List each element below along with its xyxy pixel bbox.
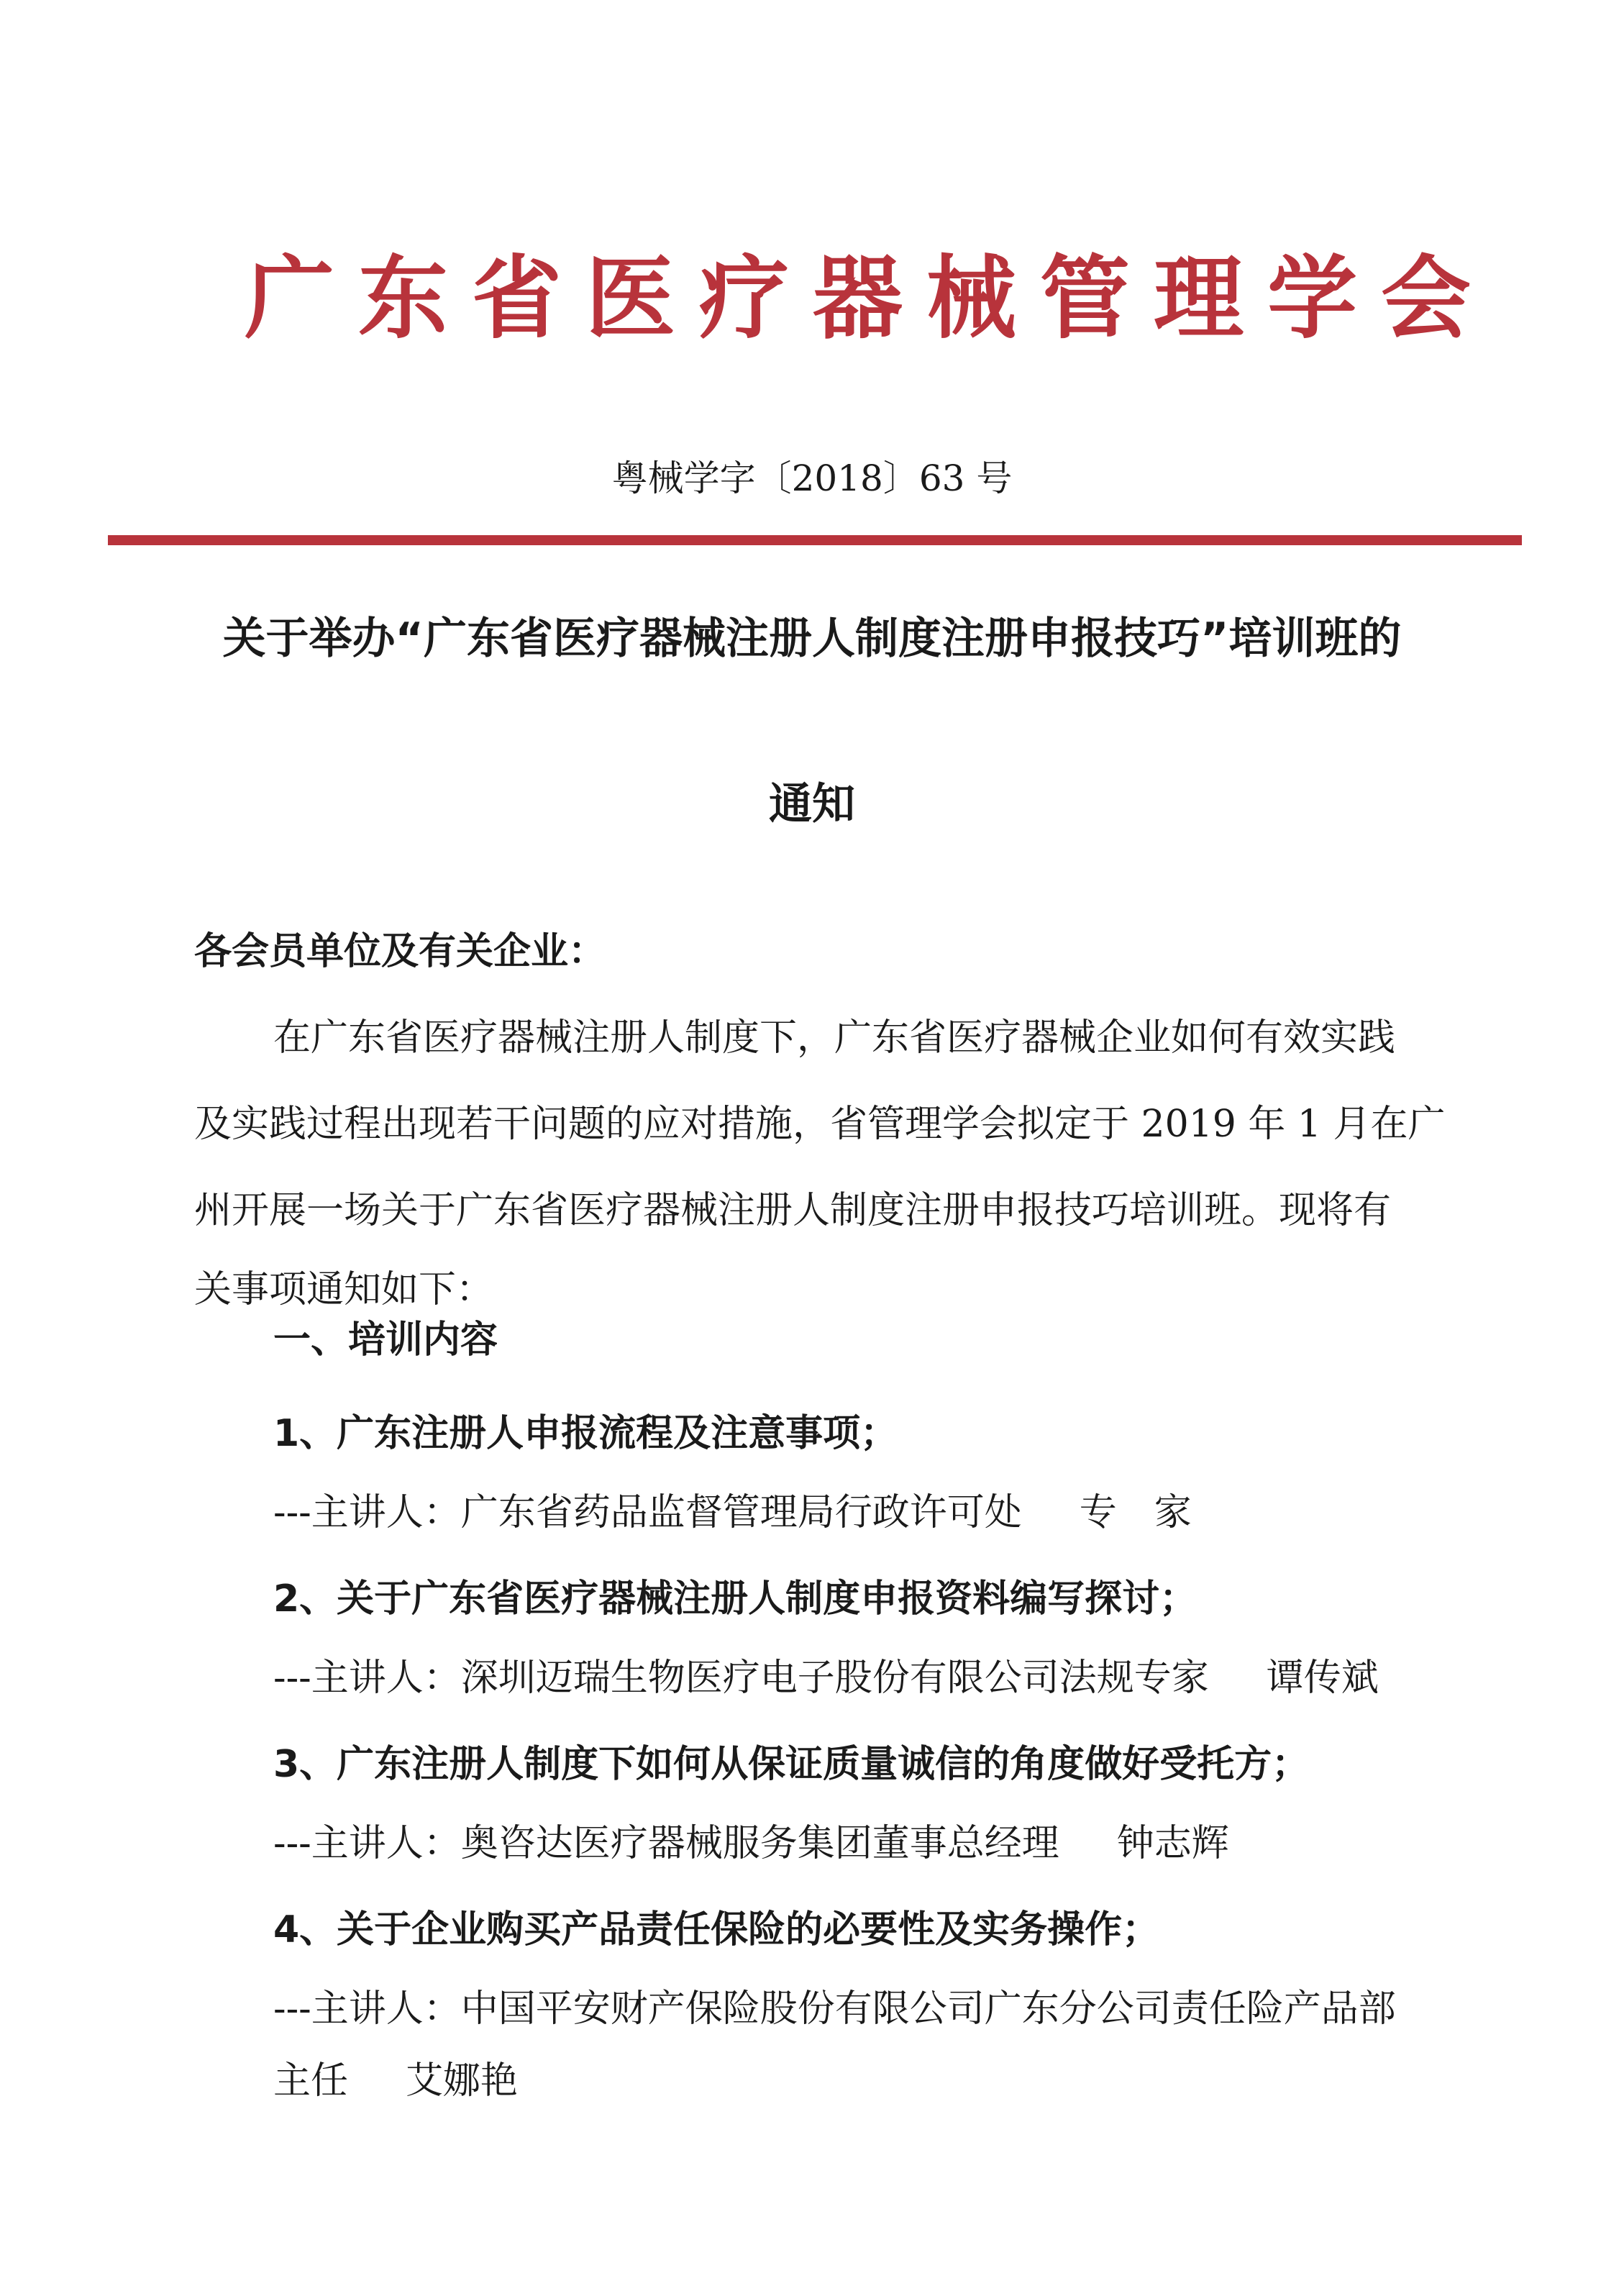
item-1-speaker [273, 1488, 1192, 1538]
intro-line-4: 关事项通知如下： [194, 1268, 494, 1311]
intro-line-2: 及实践过程出现若干问题的应对措施，省管理学会拟定于 2019 年 1 月在广 [194, 1103, 1446, 1146]
item-1-speaker-org: ---主讲人：广东省药品监督管理局行政许可处 [273, 1491, 1022, 1534]
item-4-speaker-cont [273, 2056, 518, 2106]
item-3-title: 3、广东注册人制度下如何从保证质量诚信的角度做好受托方； [273, 1743, 1310, 1786]
red-divider-line [108, 535, 1522, 545]
salutation: 各会员单位及有关企业： [194, 930, 606, 973]
item-4-speaker-name: 艾娜艳 [406, 2059, 519, 2103]
item-4-speaker-title: 主任 [273, 2059, 349, 2103]
item-3-speaker-name: 钟志辉 [1116, 1822, 1229, 1865]
organization-letterhead: 广东省医疗器械管理学会 [245, 246, 1495, 351]
item-2-speaker-org: ---主讲人：深圳迈瑞生物医疗电子股份有限公司法规专家 [273, 1657, 1209, 1700]
item-2-speaker [273, 1653, 1379, 1703]
intro-line-3: 州开展一场关于广东省医疗器械注册人制度注册申报技巧培训班。现将有 [194, 1189, 1392, 1232]
notice-title-line-1: 关于举办“广东省医疗器械注册人制度注册申报技巧”培训班的 [222, 614, 1402, 664]
item-4-title: 4、关于企业购买产品责任保险的必要性及实务操作； [273, 1908, 1160, 1951]
item-1-speaker-name: 专 家 [1079, 1491, 1192, 1534]
item-2-speaker-name: 谭传斌 [1266, 1657, 1379, 1700]
item-3-speaker [273, 1818, 1229, 1869]
item-2-title: 2、关于广东省医疗器械注册人制度申报资料编写探讨； [273, 1577, 1198, 1621]
section-heading-training-content: 一、培训内容 [273, 1318, 498, 1362]
document-number: 粤械学字〔2018〕63 号 [611, 457, 1013, 499]
notice-title-line-2: 通知 [769, 779, 855, 829]
item-1-title: 1、广东注册人申报流程及注意事项； [273, 1412, 898, 1455]
intro-line-1: 在广东省医疗器械注册人制度下，广东省医疗器械企业如何有效实践 [273, 1016, 1396, 1060]
item-3-speaker-org: ---主讲人：奥咨达医疗器械服务集团董事总经理 [273, 1822, 1059, 1865]
item-4-speaker: ---主讲人：中国平安财产保险股份有限公司广东分公司责任险产品部 [273, 1987, 1396, 2031]
